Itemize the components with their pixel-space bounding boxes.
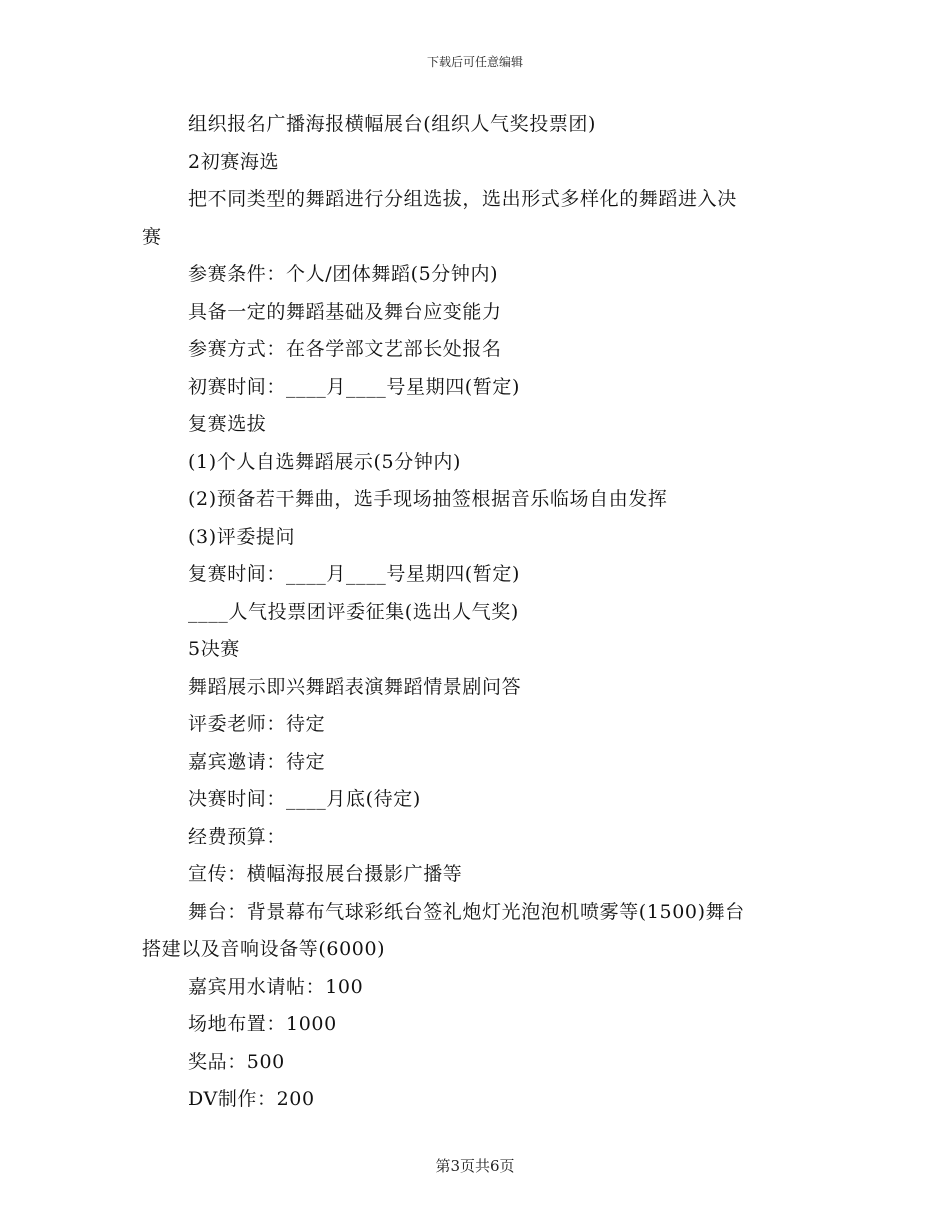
paragraph-line: 参赛条件：个人/团体舞蹈(5分钟内) xyxy=(188,263,499,285)
paragraph-line: ____人气投票团评委征集(选出人气奖) xyxy=(188,600,519,623)
paragraph-line: 具备一定的舞蹈基础及舞台应变能力 xyxy=(188,300,502,323)
page-footer: 第3页共6页 xyxy=(435,1157,515,1175)
paragraph-line: 组织报名广播海报横幅展台(组织人气奖投票团) xyxy=(188,113,597,135)
budget-item: 嘉宾用水请帖：100 xyxy=(188,975,364,998)
paragraph-line: 舞蹈展示即兴舞蹈表演舞蹈情景剧问答 xyxy=(188,675,522,698)
budget-item: 奖品：500 xyxy=(188,1050,285,1073)
budget-item: 场地布置：1000 xyxy=(188,1013,337,1035)
list-item: (1)个人自选舞蹈展示(5分钟内) xyxy=(188,450,462,473)
list-item: (3)评委提问 xyxy=(188,525,296,548)
paragraph-line-continuation: 赛 xyxy=(142,225,162,248)
section-heading-rematch: 复赛选拔 xyxy=(188,413,267,435)
paragraph-line: 嘉宾邀请：待定 xyxy=(188,750,326,773)
paragraph-line: 参赛方式：在各学部文艺部长处报名 xyxy=(188,338,502,360)
paragraph-line: 决赛时间：____月底(待定) xyxy=(188,788,421,810)
budget-item: 宣传：横幅海报展台摄影广播等 xyxy=(188,863,463,885)
section-heading-final: 5决赛 xyxy=(188,638,240,660)
section-heading-preliminary: 2初赛海选 xyxy=(188,150,280,173)
paragraph-line: 把不同类型的舞蹈进行分组选拔，选出形式多样化的舞蹈进入决 xyxy=(188,188,737,210)
section-heading-budget: 经费预算： xyxy=(188,825,287,848)
document-body xyxy=(142,106,807,1119)
budget-item: DV制作：200 xyxy=(188,1088,315,1110)
budget-item-continuation: 搭建以及音响设备等(6000) xyxy=(142,938,386,960)
paragraph-line: 初赛时间：____月____号星期四(暂定) xyxy=(188,375,521,398)
paragraph-line: 复赛时间：____月____号星期四(暂定) xyxy=(188,563,521,585)
list-item: (2)预备若干舞曲，选手现场抽签根据音乐临场自由发挥 xyxy=(188,488,668,510)
page-header: 下载后可任意编辑 xyxy=(426,55,523,69)
budget-item: 舞台：背景幕布气球彩纸台签礼炮灯光泡泡机喷雾等(1500)舞台 xyxy=(188,900,745,923)
paragraph-line: 评委老师：待定 xyxy=(188,713,326,735)
